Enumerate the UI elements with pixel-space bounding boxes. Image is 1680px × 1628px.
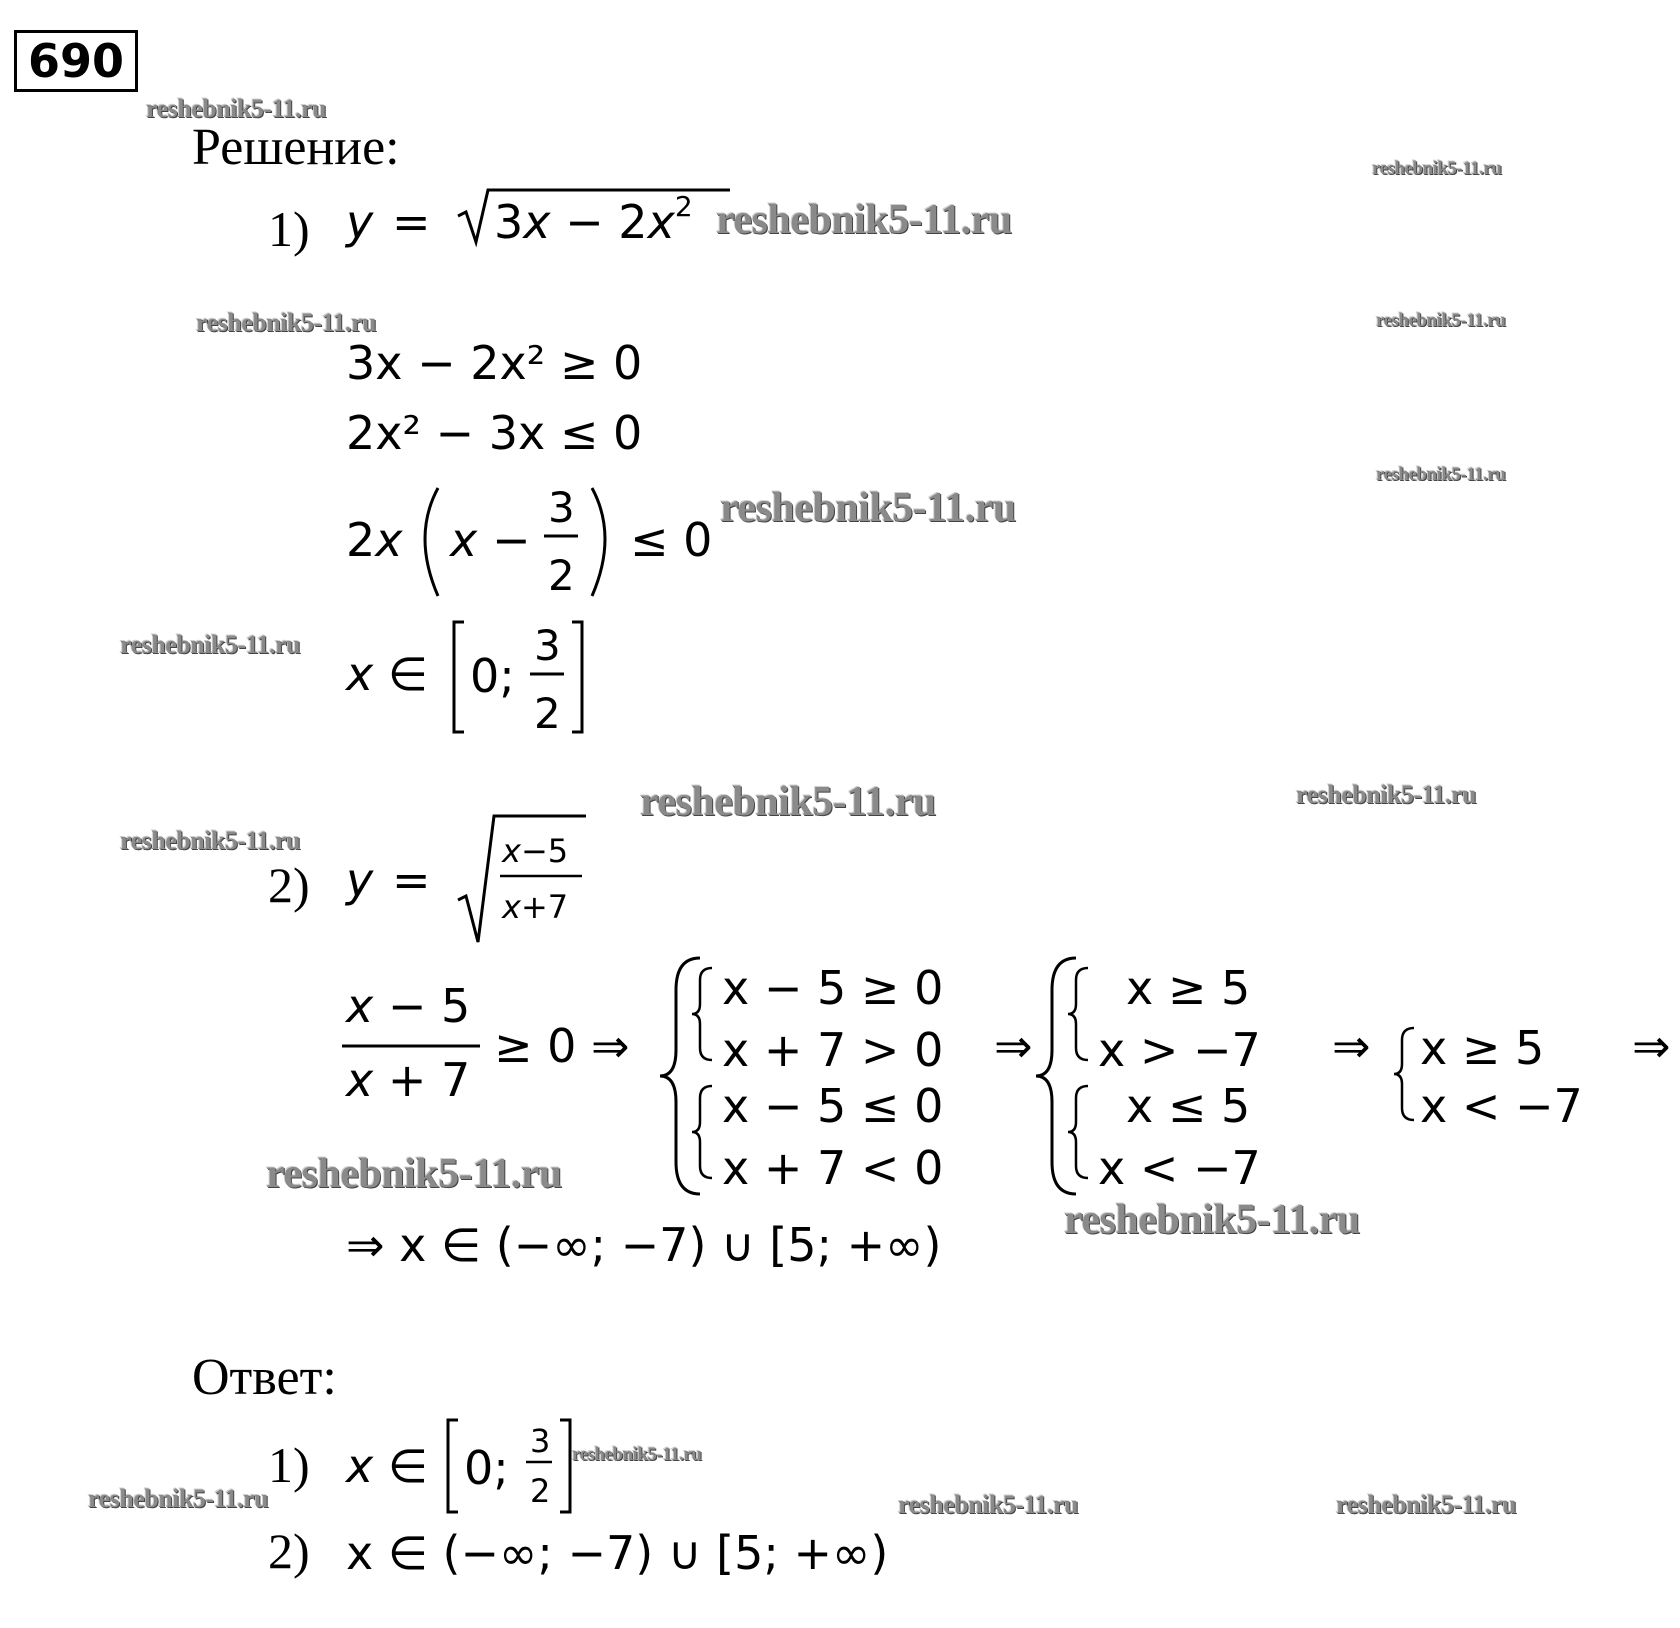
answer-heading: Ответ:: [192, 1349, 337, 1406]
watermark: reshebnik5-11.ru: [1376, 310, 1506, 331]
svg-text:x: x: [450, 513, 478, 567]
svg-text:⇒: ⇒: [1632, 1019, 1671, 1073]
system-b-line-4: x < −7: [1098, 1141, 1261, 1195]
watermark: reshebnik5-11.ru: [196, 308, 377, 337]
part1-step3: [340, 466, 740, 606]
answer2-label: 2): [268, 1523, 310, 1579]
svg-text:2: 2: [548, 551, 575, 600]
watermark: reshebnik5-11.ru: [572, 1444, 702, 1465]
problem-number: 690: [14, 30, 138, 92]
svg-text:3: 3: [530, 1422, 551, 1460]
answer1-label: 1): [268, 1437, 310, 1493]
svg-text:0;: 0;: [464, 1441, 509, 1495]
svg-text:x+7: x+7: [502, 888, 569, 926]
svg-text:=: =: [392, 195, 431, 249]
svg-text:2x: 2x: [346, 513, 403, 567]
svg-text:x − 5: x − 5: [346, 979, 471, 1033]
watermark: reshebnik5-11.ru: [120, 630, 301, 659]
solution-heading: Решение:: [192, 119, 400, 176]
svg-text:3: 3: [534, 621, 561, 670]
watermark: reshebnik5-11.ru: [640, 779, 936, 825]
system-b-line-3: x ≤ 5: [1126, 1079, 1251, 1133]
part1-step1: 3x − 2x² ≥ 0: [346, 336, 643, 390]
svg-text:y: y: [346, 195, 374, 249]
part2-label: 2): [268, 857, 310, 913]
svg-text:3: 3: [548, 483, 575, 532]
watermark: reshebnik5-11.ru: [716, 197, 1012, 243]
system-b-line-1: x ≥ 5: [1126, 961, 1251, 1015]
part1-result: [340, 610, 600, 740]
svg-text:x + 7: x + 7: [346, 1053, 471, 1107]
watermark: reshebnik5-11.ru: [1372, 158, 1502, 179]
watermark: reshebnik5-11.ru: [720, 485, 1016, 531]
svg-text:≤ 0: ≤ 0: [630, 513, 713, 567]
watermark: reshebnik5-11.ru: [88, 1484, 269, 1513]
watermark: reshebnik5-11.ru: [1376, 464, 1506, 485]
svg-text:y: y: [346, 853, 374, 907]
svg-text:x ∈: x ∈: [346, 1439, 428, 1493]
watermark: reshebnik5-11.ru: [120, 826, 301, 855]
svg-text:≥ 0 ⇒: ≥ 0 ⇒: [494, 1019, 630, 1073]
answer1-formula: [330, 1408, 580, 1518]
watermark: reshebnik5-11.ru: [898, 1490, 1079, 1519]
watermark: reshebnik5-11.ru: [266, 1151, 562, 1197]
svg-text:2: 2: [534, 689, 561, 738]
watermark: reshebnik5-11.ru: [1336, 1490, 1517, 1519]
svg-text:⇒: ⇒: [994, 1019, 1033, 1073]
svg-text:2: 2: [530, 1472, 551, 1510]
part2-result: ⇒ x ∈ (−∞; −7) ∪ [5; +∞): [346, 1218, 942, 1272]
watermark: reshebnik5-11.ru: [1296, 780, 1477, 809]
system-a-line-4: x + 7 < 0: [722, 1141, 944, 1195]
svg-text:3x − 2x2: $3x - 2x^2$: [494, 190, 693, 249]
svg-text:−: −: [492, 513, 531, 567]
svg-text:=: =: [392, 853, 431, 907]
system-b-line-2: x > −7: [1098, 1023, 1261, 1077]
part2-systems: [330, 950, 1680, 1206]
svg-text:0;: 0;: [470, 649, 515, 703]
svg-text:x ∈: x ∈: [346, 647, 428, 701]
system-c-line-1: x ≥ 5: [1420, 1021, 1545, 1075]
system-a-line-3: x − 5 ≤ 0: [722, 1079, 944, 1133]
watermark: reshebnik5-11.ru: [1064, 1197, 1360, 1243]
part1-step2: 2x² − 3x ≤ 0: [346, 406, 643, 460]
svg-text:x−5: x−5: [502, 832, 569, 870]
system-c-line-2: x < −7: [1420, 1079, 1583, 1133]
answer2-formula: x ∈ (−∞; −7) ∪ [5; +∞): [346, 1526, 889, 1580]
part1-label: 1): [268, 201, 310, 257]
system-a-line-2: x + 7 > 0: [722, 1023, 944, 1077]
svg-text:⇒: ⇒: [1332, 1019, 1371, 1073]
part2-function: [330, 800, 590, 950]
part1-function: [330, 170, 730, 260]
system-a-line-1: x − 5 ≥ 0: [722, 961, 944, 1015]
watermark: reshebnik5-11.ru: [146, 94, 327, 123]
